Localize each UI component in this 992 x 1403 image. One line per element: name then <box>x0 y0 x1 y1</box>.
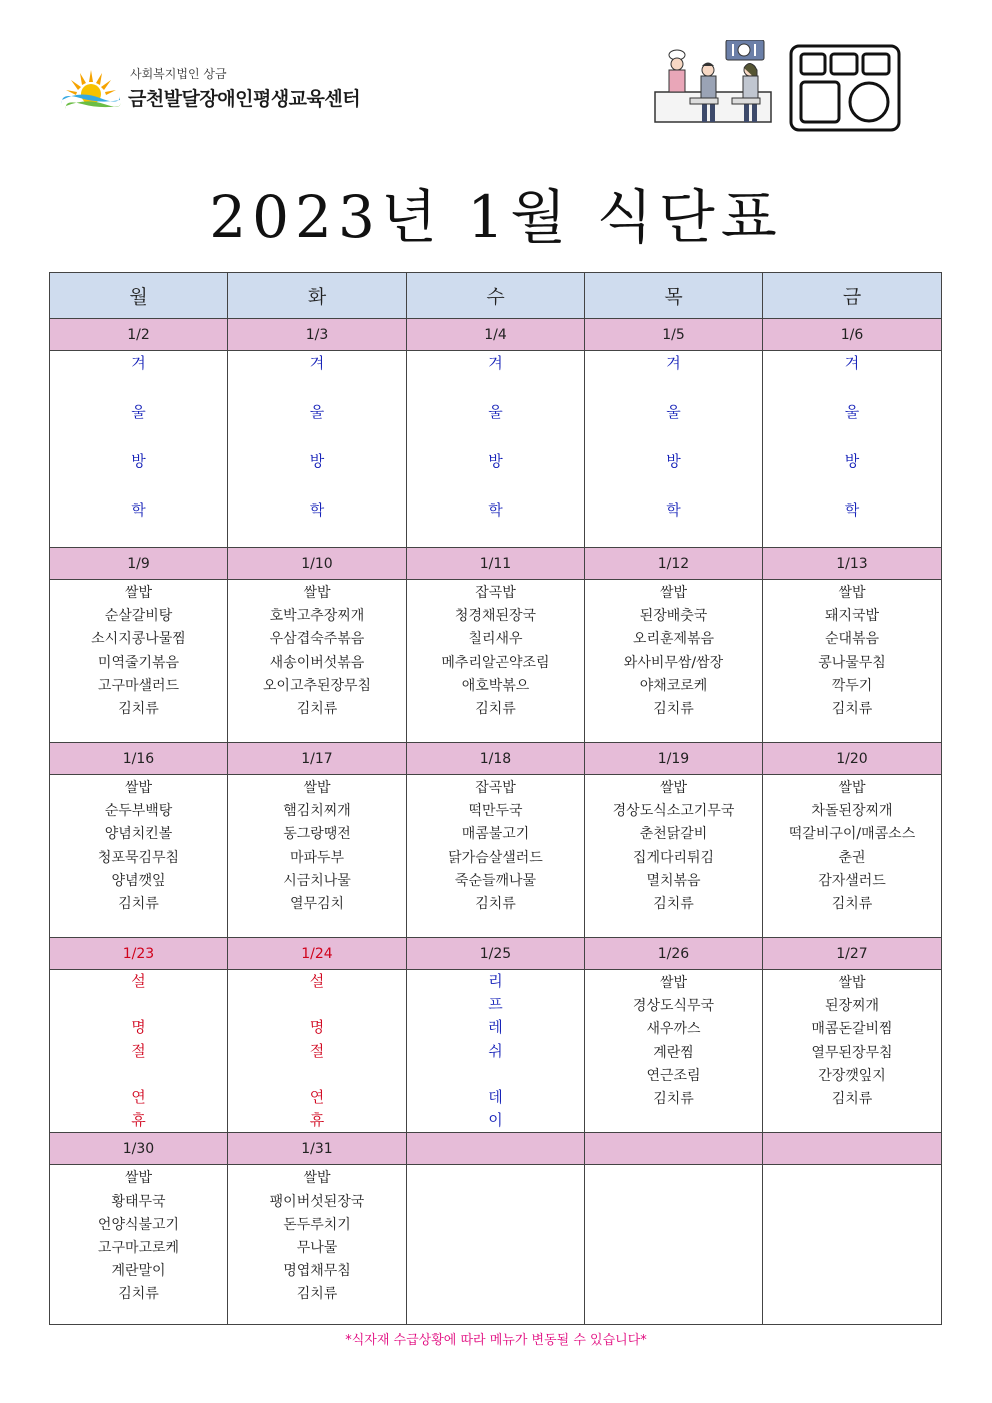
date-cell: 1/23 <box>50 938 228 970</box>
date-cell: 1/13 <box>763 548 942 580</box>
date-cell: 1/16 <box>50 743 228 775</box>
date-cell: 1/24 <box>228 938 407 970</box>
menu-cell: 쌀밥 황태무국 언양식불고기 고구마고로케 계란말이 김치류 <box>50 1165 228 1325</box>
date-row <box>50 548 942 580</box>
date-cell: 1/6 <box>763 319 942 351</box>
vacation-cell: 겨 울 방 학 <box>407 351 585 548</box>
vacation-cell: 겨 울 방 학 <box>50 351 228 548</box>
empty-cell <box>407 1165 585 1325</box>
menu-cell: 쌀밥 호박고추장찌개 우삼겹숙주볶음 새송이버섯볶음 오이고추된장무침 김치류 <box>228 580 407 743</box>
menu-cell: 쌀밥 차돌된장찌개 떡갈비구이/매콤소스 춘권 감자샐러드 김치류 <box>763 775 942 938</box>
day-header-row <box>50 273 942 319</box>
day-header: 월 <box>50 273 228 319</box>
date-row <box>50 1133 942 1165</box>
day-header: 화 <box>228 273 407 319</box>
menu-row <box>50 775 942 938</box>
sun-logo-icon <box>60 66 122 110</box>
org-subtitle: 사회복지법인 상금 <box>130 67 227 81</box>
date-cell: 1/20 <box>763 743 942 775</box>
menu-cell: 쌀밥 순두부백탕 양념치킨볼 청포묵김무침 양념깻잎 김치류 <box>50 775 228 938</box>
date-cell: 1/18 <box>407 743 585 775</box>
menu-cell: 잡곡밥 청경채된장국 칠리새우 메추리알곤약조림 애호박볶으 김치류 <box>407 580 585 743</box>
date-cell: 1/26 <box>585 938 763 970</box>
date-cell: 1/5 <box>585 319 763 351</box>
date-row <box>50 743 942 775</box>
date-cell: 1/30 <box>50 1133 228 1165</box>
menu-row <box>50 970 942 1133</box>
date-cell <box>585 1133 763 1165</box>
menu-cell: 쌀밥 경상도식무국 새우까스 계란찜 연근조림 김치류 <box>585 970 763 1133</box>
refresh-day-cell: 리 프 레 쉬 데 이 <box>407 970 585 1133</box>
footer-note: *식자재 수급상황에 따라 메뉴가 변동될 수 있습니다* <box>345 1333 647 1348</box>
vacation-cell: 겨 울 방 학 <box>228 351 407 548</box>
menu-row <box>50 351 942 548</box>
vacation-cell: 겨 울 방 학 <box>585 351 763 548</box>
empty-cell <box>763 1165 942 1325</box>
menu-cell: 쌀밥 팽이버섯된장국 돈두루치기 무나물 명엽채무침 김치류 <box>228 1165 407 1325</box>
menu-table <box>49 272 942 1325</box>
org-logo <box>60 62 390 112</box>
date-cell: 1/3 <box>228 319 407 351</box>
menu-cell: 쌀밥 순살갈비탕 소시지콩나물찜 미역줄기볶음 고구마샐러드 김치류 <box>50 580 228 743</box>
day-header: 금 <box>763 273 942 319</box>
menu-cell: 쌀밥 된장찌개 매콤돈갈비찜 열무된장무침 간장깻잎지 김치류 <box>763 970 942 1133</box>
date-cell: 1/17 <box>228 743 407 775</box>
date-cell <box>763 1133 942 1165</box>
date-cell: 1/25 <box>407 938 585 970</box>
vacation-cell: 겨 울 방 학 <box>763 351 942 548</box>
date-row <box>50 938 942 970</box>
menu-cell: 쌀밥 돼지국밥 순대볶음 콩나물무침 깍두기 김치류 <box>763 580 942 743</box>
cafeteria-illustration <box>652 40 774 130</box>
menu-row <box>50 1165 942 1325</box>
date-cell <box>407 1133 585 1165</box>
menu-cell: 쌀밥 경상도식소고기무국 춘천닭갈비 집게다리튀김 멸치볶음 김치류 <box>585 775 763 938</box>
org-name: 금천발달장애인평생교육센터 <box>128 88 361 110</box>
holiday-cell: 설 명 절 연 휴 <box>50 970 228 1133</box>
holiday-cell: 설 명 절 연 휴 <box>228 970 407 1133</box>
empty-cell <box>585 1165 763 1325</box>
date-row <box>50 319 942 351</box>
date-cell: 1/19 <box>585 743 763 775</box>
menu-cell: 쌀밥 된장배춧국 오리훈제볶음 와사비무쌈/쌈장 야채코로케 김치류 <box>585 580 763 743</box>
date-cell: 1/12 <box>585 548 763 580</box>
day-header: 목 <box>585 273 763 319</box>
date-cell: 1/9 <box>50 548 228 580</box>
menu-row <box>50 580 942 743</box>
day-header: 수 <box>407 273 585 319</box>
date-cell: 1/4 <box>407 319 585 351</box>
date-cell: 1/2 <box>50 319 228 351</box>
date-cell: 1/11 <box>407 548 585 580</box>
date-cell: 1/10 <box>228 548 407 580</box>
menu-cell: 쌀밥 햄김치찌개 동그랑땡전 마파두부 시금치나물 열무김치 <box>228 775 407 938</box>
date-cell: 1/27 <box>763 938 942 970</box>
meal-tray-icon <box>789 44 901 132</box>
menu-cell: 잡곡밥 떡만두국 매콤불고기 닭가슴살샐러드 죽순들깨나물 김치류 <box>407 775 585 938</box>
page-title: 2023년 1월 식단표 <box>209 183 783 251</box>
date-cell: 1/31 <box>228 1133 407 1165</box>
